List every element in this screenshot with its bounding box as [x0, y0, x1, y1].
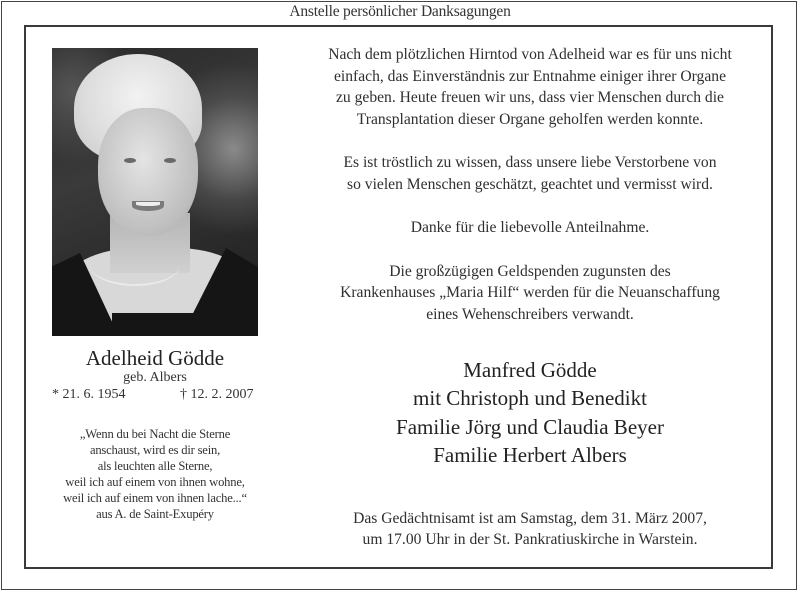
notice-heading: Anstelle persönlicher Danksagungen	[289, 3, 511, 20]
message-body	[300, 44, 760, 325]
maiden-name: geb. Albers	[123, 370, 187, 385]
deceased-name: Adelheid Gödde	[85, 346, 225, 370]
message-paragraph: Es ist tröstlich zu wissen, dass unsere liebe Verstorbene von so vielen Menschen geschätzt, geachtet und vermisst wird.	[343, 154, 717, 193]
family-line: Familie Jörg und Claudia Beyer	[396, 414, 664, 439]
poem-quote	[40, 427, 270, 522]
death-date: † 12. 2. 2007	[180, 387, 254, 402]
service-line: Das Gedächtnisamt ist am Samstag, dem 31. März 2007,	[353, 510, 707, 527]
poem-line: weil ich auf einem von ihnen lache...“	[63, 490, 247, 505]
memorial-service-info	[300, 508, 760, 550]
poem-attribution: aus A. de Saint-Exupéry	[96, 506, 214, 521]
poem-line: anschaust, wird es dir sein,	[89, 442, 221, 457]
family-line: Manfred Gödde	[463, 358, 597, 382]
birth-date: * 21. 6. 1954	[52, 387, 126, 402]
family-line: mit Christoph und Benedikt	[413, 386, 647, 411]
thanks-line: Danke für die liebevolle Anteilnahme.	[410, 219, 650, 236]
donation-paragraph: Die großzügigen Geldspenden zugunsten des Krankenhauses „Maria Hilf“ werden für die Neuanschaffung eines Wehenschreibers verwandt.	[340, 262, 720, 323]
life-dates	[40, 387, 270, 405]
service-line: um 17.00 Uhr in der St. Pankratiuskirche in Warstein.	[362, 531, 698, 548]
family-line: Familie Herbert Albers	[433, 443, 627, 468]
poem-line: „Wenn du bei Nacht die Sterne	[79, 427, 231, 441]
poem-line: weil ich auf einem von ihnen wohne,	[65, 474, 245, 489]
family-signatures	[300, 356, 760, 470]
poem-line: als leuchten alle Sterne,	[97, 458, 213, 473]
deceased-info	[40, 346, 270, 522]
portrait-photo	[52, 48, 258, 336]
message-paragraph: Nach dem plötzlichen Hirntod von Adelheid war es für uns nicht einfach, das Einverständnis zur Entnahme einiger ihrer Organe zu geben. Heute freuen wir uns, dass vier Menschen durch die Transplantation dieser Organe geholfen werden konnte.	[328, 46, 732, 128]
necklace	[90, 244, 180, 286]
